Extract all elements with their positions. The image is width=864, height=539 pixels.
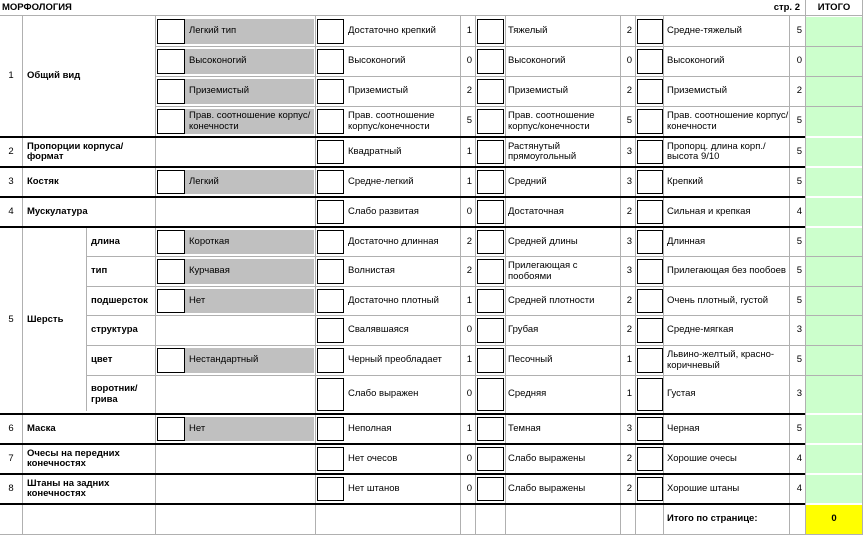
standard-option: Высоконогий	[185, 49, 314, 74]
sub-label: подшерсток	[91, 294, 148, 306]
sub-label: цвет	[91, 354, 113, 366]
standard-option: Нестандартный	[185, 348, 314, 373]
page-total-value: 0	[806, 505, 862, 534]
option-text: Средняя	[508, 388, 547, 400]
checkbox[interactable]	[317, 200, 344, 224]
row-label: Маска	[27, 422, 56, 434]
total-cell[interactable]	[806, 445, 862, 473]
points: 1	[466, 145, 472, 157]
checkbox[interactable]	[637, 318, 663, 343]
points: 1	[466, 294, 472, 306]
checkbox[interactable]	[157, 289, 185, 313]
points: 5	[796, 294, 802, 306]
standard-option: Приземистый	[185, 79, 314, 104]
option-text: Хорошие очесы	[667, 452, 737, 464]
points: 5	[626, 115, 632, 127]
checkbox[interactable]	[637, 49, 663, 74]
checkbox[interactable]	[477, 477, 504, 501]
points: 4	[796, 482, 802, 494]
points: 1	[466, 25, 472, 37]
total-cell[interactable]	[806, 107, 862, 136]
points: 3	[626, 235, 632, 247]
checkbox[interactable]	[317, 477, 344, 501]
option-text: Прилегающая с пообоями	[508, 260, 578, 282]
points: 0	[466, 388, 472, 400]
option-text: Нет очесов	[348, 452, 398, 464]
checkbox[interactable]	[637, 259, 663, 284]
option-text: Нет штанов	[348, 482, 400, 494]
total-cell[interactable]	[806, 168, 862, 196]
row-number: 2	[8, 145, 14, 157]
standard-option: Курчавая	[185, 259, 314, 284]
points: 0	[466, 324, 472, 336]
points: 1	[626, 354, 632, 366]
checkbox[interactable]	[157, 348, 185, 373]
points: 1	[466, 354, 472, 366]
row-label: Пропорции корпуса/формат	[27, 140, 124, 162]
total-cell[interactable]	[806, 17, 862, 46]
checkbox[interactable]	[637, 230, 663, 254]
option-text: Черный преобладает	[348, 354, 442, 366]
row-label: Костяк	[27, 175, 59, 187]
points: 3	[626, 145, 632, 157]
checkbox[interactable]	[317, 109, 344, 134]
page-total-label: Итого по странице:	[667, 513, 758, 525]
points: 3	[626, 175, 632, 187]
row-number: 4	[8, 205, 14, 217]
option-text: Средне-тяжелый	[667, 25, 742, 37]
option-text: Растянутый прямоугольный	[508, 140, 577, 162]
checkbox[interactable]	[317, 378, 344, 411]
option-text: Прав. соотношение корпус/конечности	[508, 110, 595, 132]
option-text: Слабо развитая	[348, 205, 419, 217]
checkbox[interactable]	[157, 49, 185, 74]
row-label: Штаны на задних конечностях	[27, 477, 110, 499]
option-text: Прав. соотношение корпус/конечности	[348, 110, 435, 132]
total-cell[interactable]	[806, 346, 862, 375]
checkbox[interactable]	[477, 230, 504, 254]
checkbox[interactable]	[477, 447, 504, 471]
sub-label: тип	[91, 265, 108, 277]
checkbox[interactable]	[637, 19, 663, 44]
points: 5	[796, 235, 802, 247]
points: 1	[466, 422, 472, 434]
option-text: Высоконогий	[667, 55, 725, 67]
standard-option: Нет	[185, 417, 314, 441]
option-text: Слабо выражены	[508, 452, 586, 464]
option-text: Свалявшаяся	[348, 324, 409, 336]
option-text: Грубая	[508, 324, 539, 336]
row-number: 3	[8, 175, 14, 187]
checkbox[interactable]	[317, 417, 344, 441]
points: 0	[626, 55, 632, 67]
option-text: Тяжелый	[508, 25, 548, 37]
points: 3	[796, 388, 802, 400]
checkbox[interactable]	[477, 259, 504, 284]
checkbox[interactable]	[317, 79, 344, 104]
page-number: стр. 2	[773, 1, 800, 13]
points: 2	[626, 482, 632, 494]
checkbox[interactable]	[317, 259, 344, 284]
checkbox[interactable]	[317, 289, 344, 313]
checkbox[interactable]	[317, 447, 344, 471]
option-text: Очень плотный, густой	[667, 294, 769, 306]
points: 0	[466, 482, 472, 494]
points: 5	[466, 115, 472, 127]
checkbox[interactable]	[477, 289, 504, 313]
option-text: Львино-желтый, красно-коричневый	[667, 349, 775, 371]
points: 2	[626, 452, 632, 464]
checkbox[interactable]	[637, 289, 663, 313]
option-text: Сильная и крепкая	[667, 205, 751, 217]
option-text: Приземистый	[667, 85, 728, 97]
row-number: 8	[8, 482, 14, 494]
sub-label: длина	[91, 235, 120, 247]
total-cell[interactable]	[806, 228, 862, 256]
points: 3	[796, 324, 802, 336]
option-text: Темная	[508, 422, 541, 434]
option-text: Слабо выражены	[508, 482, 586, 494]
option-text: Длинная	[667, 235, 706, 247]
standard-option: Нет	[185, 289, 314, 313]
checkbox[interactable]	[477, 318, 504, 343]
row-number: 1	[8, 69, 14, 81]
option-text: Хорошие штаны	[667, 482, 740, 494]
total-cell[interactable]	[806, 415, 862, 443]
total-cell[interactable]	[806, 257, 862, 286]
checkbox[interactable]	[637, 200, 663, 224]
points: 1	[466, 175, 472, 187]
points: 5	[796, 145, 802, 157]
checkbox[interactable]	[637, 170, 663, 194]
checkbox[interactable]	[637, 140, 663, 164]
points: 0	[466, 452, 472, 464]
option-text: Достаточно плотный	[348, 294, 439, 306]
checkbox[interactable]	[637, 417, 663, 441]
points: 2	[626, 25, 632, 37]
points: 5	[796, 25, 802, 37]
points: 2	[466, 235, 472, 247]
total-column-header: ИТОГО	[817, 1, 851, 13]
total-cell[interactable]	[806, 198, 862, 226]
checkbox[interactable]	[637, 447, 663, 471]
option-text: Крепкий	[667, 175, 704, 187]
checkbox[interactable]	[317, 19, 344, 44]
points: 3	[626, 265, 632, 277]
option-text: Слабо выражен	[348, 388, 419, 400]
standard-option: Короткая	[185, 230, 314, 254]
sheet-title: МОРФОЛОГИЯ	[2, 1, 72, 13]
checkbox[interactable]	[477, 49, 504, 74]
checkbox[interactable]	[637, 378, 663, 411]
checkbox[interactable]	[317, 348, 344, 373]
option-text: Достаточная	[508, 205, 564, 217]
option-text: Прав. соотношение корпус/конечности	[667, 110, 789, 132]
checkbox[interactable]	[477, 79, 504, 104]
checkbox[interactable]	[157, 417, 185, 441]
checkbox[interactable]	[477, 170, 504, 194]
row-label: Мускулатура	[27, 205, 88, 217]
option-text: Средне-легкий	[348, 175, 414, 187]
standard-option: Легкий тип	[185, 19, 314, 44]
points: 2	[626, 205, 632, 217]
option-text: Прилегающая без пообоев	[667, 265, 786, 277]
total-cell[interactable]	[806, 287, 862, 315]
option-text: Высоконогий	[508, 55, 566, 67]
points: 4	[796, 452, 802, 464]
checkbox[interactable]	[637, 348, 663, 373]
checkbox[interactable]	[637, 79, 663, 104]
checkbox[interactable]	[157, 170, 185, 194]
standard-option: Прав. соотношение корпус/конечности	[185, 109, 314, 134]
checkbox[interactable]	[477, 200, 504, 224]
checkbox[interactable]	[317, 170, 344, 194]
option-text: Приземистый	[508, 85, 569, 97]
checkbox[interactable]	[317, 318, 344, 343]
row-number: 6	[8, 422, 14, 434]
total-cell[interactable]	[806, 138, 862, 166]
row-number: 7	[8, 452, 14, 464]
checkbox[interactable]	[477, 417, 504, 441]
points: 0	[466, 205, 472, 217]
checkbox[interactable]	[157, 79, 185, 104]
points: 3	[626, 422, 632, 434]
points: 2	[796, 85, 802, 97]
option-text: Пропорц. длина корп./высота 9/10	[667, 140, 766, 162]
total-cell[interactable]	[806, 316, 862, 345]
checkbox[interactable]	[157, 230, 185, 254]
option-text: Густая	[667, 388, 696, 400]
option-text: Приземистый	[348, 85, 409, 97]
points: 0	[466, 55, 472, 67]
checkbox[interactable]	[317, 49, 344, 74]
points: 5	[796, 175, 802, 187]
option-text: Волнистая	[348, 265, 395, 277]
row-number: 5	[8, 314, 14, 326]
points: 2	[626, 294, 632, 306]
option-text: Черная	[667, 422, 700, 434]
points: 4	[796, 205, 802, 217]
total-cell[interactable]	[806, 475, 862, 503]
row-label: Общий вид	[27, 69, 81, 81]
option-text: Высоконогий	[348, 55, 406, 67]
row-label: Очесы на передних конечностях	[27, 447, 120, 469]
row-label: Шерсть	[27, 314, 64, 326]
checkbox[interactable]	[477, 378, 504, 411]
points: 1	[626, 388, 632, 400]
option-text: Песочный	[508, 354, 553, 366]
sub-label: структура	[91, 324, 138, 336]
checkbox[interactable]	[477, 109, 504, 134]
checkbox[interactable]	[637, 477, 663, 501]
checkbox[interactable]	[477, 140, 504, 164]
points: 2	[626, 324, 632, 336]
total-cell[interactable]	[806, 376, 862, 413]
option-text: Средний	[508, 175, 547, 187]
points: 2	[626, 85, 632, 97]
sub-label: воротник/грива	[91, 383, 138, 405]
checkbox[interactable]	[157, 109, 185, 134]
checkbox[interactable]	[637, 109, 663, 134]
checkbox[interactable]	[317, 140, 344, 164]
standard-option: Легкий	[185, 170, 314, 194]
checkbox[interactable]	[477, 19, 504, 44]
points: 0	[796, 55, 802, 67]
option-text: Квадратный	[348, 145, 402, 157]
checkbox[interactable]	[477, 348, 504, 373]
points: 5	[796, 354, 802, 366]
points: 5	[796, 115, 802, 127]
points: 2	[466, 85, 472, 97]
option-text: Достаточно длинная	[348, 235, 439, 247]
option-text: Средней плотности	[508, 294, 595, 306]
checkbox[interactable]	[157, 19, 185, 44]
total-cell[interactable]	[806, 77, 862, 106]
points: 5	[796, 265, 802, 277]
points: 5	[796, 422, 802, 434]
checkbox[interactable]	[317, 230, 344, 254]
option-text: Средне-мягкая	[667, 324, 734, 336]
checkbox[interactable]	[157, 259, 185, 284]
option-text: Неполная	[348, 422, 392, 434]
option-text: Средней длины	[508, 235, 578, 247]
total-cell[interactable]	[806, 47, 862, 76]
points: 2	[466, 265, 472, 277]
option-text: Достаточно крепкий	[348, 25, 436, 37]
